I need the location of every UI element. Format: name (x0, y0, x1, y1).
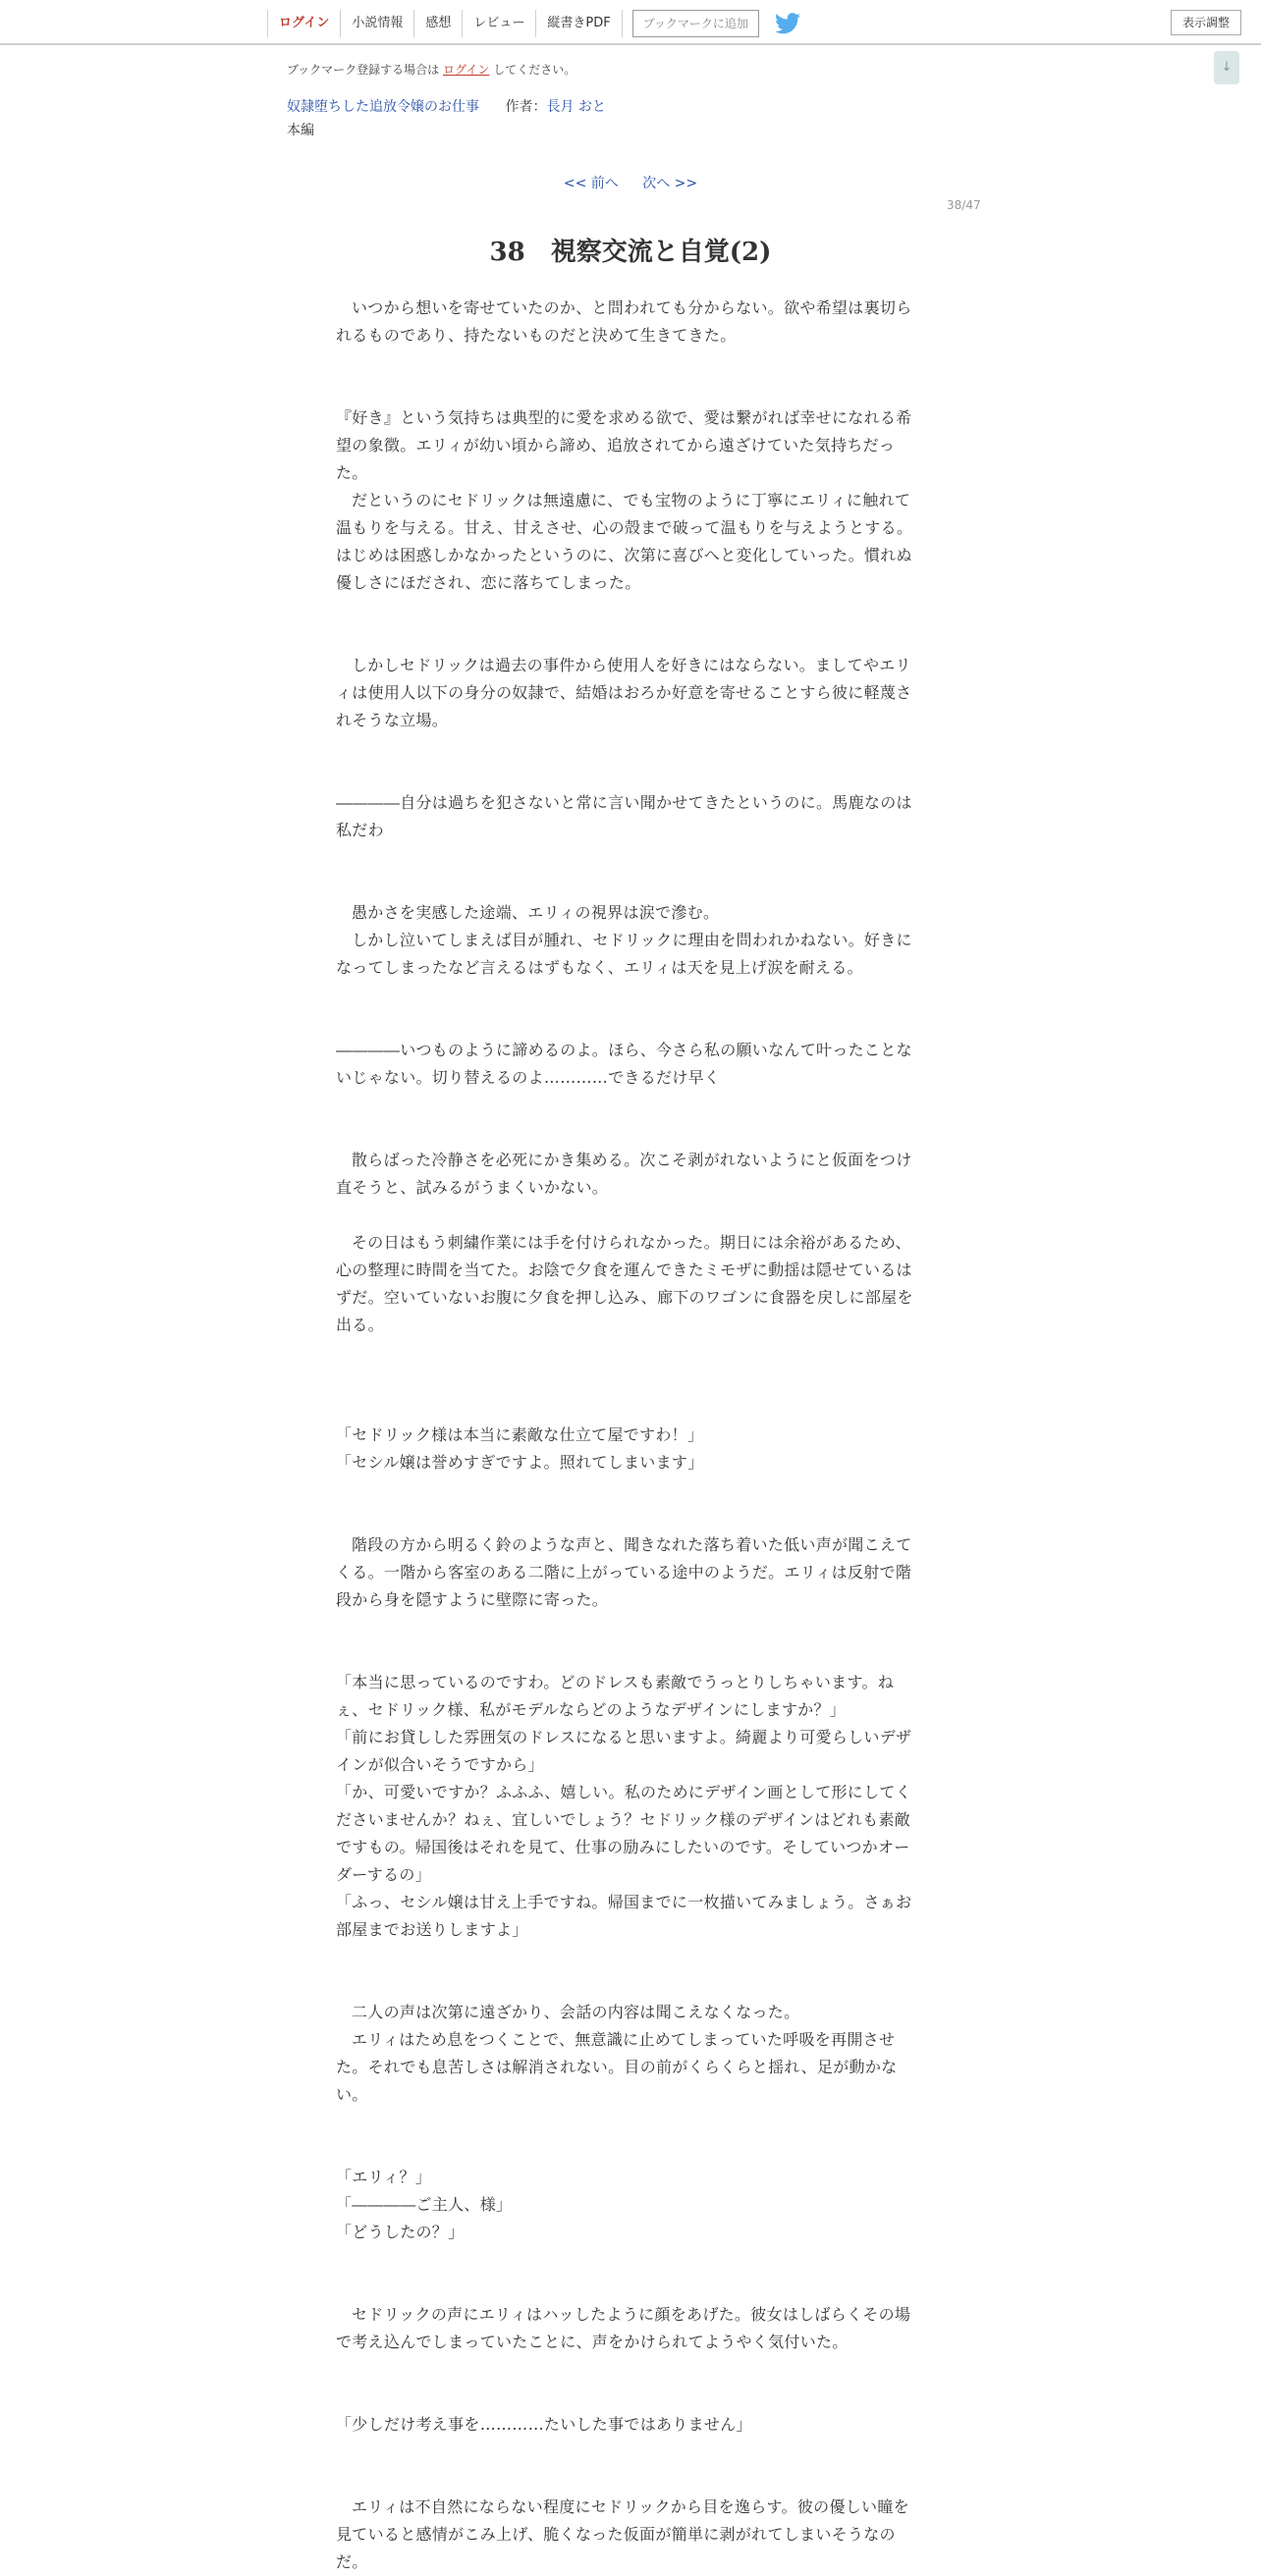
body-paragraph: 「本当に思っているのですわ。どのドレスも素敵でうっとりしちゃいます。ねぇ、セドリック様、私がモデルならどのようなデザインにしますか？」 (336, 1673, 895, 1719)
body-paragraph: セドリックの声にエリィはハッしたように顔をあげた。彼女はしばらくその場で考え込んでしまっていたことに、声をかけられてようやく気付いた。 (336, 2305, 911, 2351)
notice-login-link[interactable]: ログイン (443, 63, 490, 77)
notice-suffix: してください。 (493, 63, 576, 77)
body-paragraph: エリィは不自然にならない程度にセドリックから目を逸らす。彼の優しい瞳を見ていると感情がこみ上げ、脆くなった仮面が簡単に剥がれてしまいそうなのだ。 (336, 2497, 909, 2571)
body-paragraph: しかしセドリックは過去の事件から使用人を好きにはならない。ましてやエリィは使用人以下の身分の奴隷で、結婚はおろか好意を寄せることすら彼に軽蔑されそうな立場。 (336, 656, 912, 729)
add-bookmark-button[interactable]: ブックマークに追加 (632, 10, 759, 37)
bookmark-login-notice (287, 61, 576, 78)
body-paragraph: しかし泣いてしまえば目が腫れ、セドリックに理由を問われかねない。好きになってしまったなど言えるはずもなく、エリィは天を見上げ涙を耐える。 (336, 931, 912, 977)
nav-menu (267, 10, 800, 37)
body-paragraph: 「か、可愛いですか？ふふふ、嬉しい。私のためにデザイン画として形にしてくださいませんか？ねぇ、宜しいでしょう？セドリック様のデザインはどれも素敵ですもの。帰国後はそれを見て、仕事の励みにしたいのです。そしていつかオーダーするの」 (336, 1783, 912, 1884)
body-paragraph: 「エリィ？」 (336, 2168, 432, 2186)
twitter-bird-icon[interactable] (775, 13, 800, 34)
body-paragraph: 『好き』という気持ちは典型的に愛を求める欲で、愛は繋がれば幸せになれる希望の象徴。エリィが幼い頃から諦め、追放されてから遠ざけていた気持ちだった。 (336, 408, 912, 482)
body-paragraph: その日はもう刺繍作業には手を付けられなかった。期日には余裕があるため、心の整理に時間を当てた。お陰で夕食を運んできたミモザに動揺は隠せているはずだ。空いていないお腹に夕食を押し込み、廊下のワゴンに食器を戻しに部屋を出る。 (336, 1233, 913, 1334)
nav-login-link[interactable]: ログイン (267, 10, 340, 37)
chapter-pager (0, 173, 1261, 192)
body-paragraph: 「少しだけ考え事を…………たいした事ではありません」 (336, 2415, 752, 2434)
notice-prefix: ブックマーク登録する場合は (287, 63, 440, 77)
scroll-down-button[interactable]: ↓ (1214, 51, 1239, 84)
chapter-counter: 38/47 (947, 198, 981, 212)
body-paragraph: だというのにセドリックは無遠慮に、でも宝物のように丁寧にエリィに触れて温もりを与える。甘え、甘えさせ、心の殻まで破って温もりを与えようとする。はじめは困惑しかなかったというのに、次第に喜びへと変化していった。慣れぬ優しさにほだされ、恋に落ちてしまった。 (336, 491, 913, 592)
body-paragraph: 「前にお貸しした雰囲気のドレスになると思いますよ。綺麗より可愛らしいデザインが似合いそうですから」 (336, 1728, 912, 1774)
author-link[interactable]: 長月 おと (546, 99, 606, 115)
body-paragraph: 愚かさを実感した途端、エリィの視界は涙で滲む。 (352, 903, 720, 922)
display-settings-button[interactable]: 表示調整 (1171, 10, 1241, 35)
work-title-link[interactable]: 奴隷堕ちした追放令嬢のお仕事 (287, 99, 479, 115)
nav-review-link[interactable]: レビュー (462, 10, 535, 37)
body-paragraph: 散らばった冷静さを必死にかき集める。次こそ剥がれないようにと仮面をつけ直そうと、試みるがうまくいかない。 (336, 1151, 912, 1197)
body-paragraph: 「セドリック様は本当に素敵な仕立て屋ですわ！」 (336, 1425, 704, 1444)
body-paragraph: 「――――ご主人、様」 (336, 2195, 513, 2214)
body-paragraph: いつから想いを寄せていたのか、と問われても分からない。欲や希望は裏切られるものであり、持たないものだと決めて生きてきた。 (336, 298, 912, 345)
work-info (287, 96, 606, 116)
body-paragraph: ――――いつものように諦めるのよ。ほら、今さら私の願いなんて叶ったことないじゃない。切り替えるのよ…………できるだけ早く (336, 1041, 912, 1087)
novel-body (336, 295, 925, 2576)
body-paragraph: 「ふっ、セシル嬢は甘え上手ですね。帰国までに一枚描いてみましょう。さぁお部屋までお送りしますよ」 (336, 1893, 912, 1939)
body-paragraph: 階段の方から明るく鈴のような声と、聞きなれた落ち着いた低い声が聞こえてくる。一階から客室のある二階に上がっている途中のようだ。エリィは反射で階段から身を隠すように壁際に寄った。 (336, 1535, 912, 1609)
prev-chapter-link[interactable]: << 前へ (563, 176, 619, 191)
chapter-title: 38 視察交流と自覚(2) (489, 238, 772, 267)
body-paragraph: エリィはため息をつくことで、無意識に止めてしまっていた呼吸を再開させた。それでも息苦しさは解消されない。目の前がくらくらと揺れ、足が動かない。 (336, 2030, 898, 2104)
author-label: 作者： (505, 99, 547, 115)
nav-vertical-pdf-link[interactable]: 縦書きPDF (535, 10, 622, 37)
body-paragraph: 二人の声は次第に遠ざかり、会話の内容は聞こえなくなった。 (352, 2003, 800, 2021)
chapter-group-label: 本編 (287, 123, 314, 138)
body-paragraph: 「どうしたの？」 (336, 2223, 465, 2241)
body-paragraph: ――――自分は過ちを犯さないと常に言い聞かせてきたというのに。馬鹿なのは私だわ (336, 793, 912, 839)
body-paragraph: 「セシル嬢は誉めすぎですよ。照れてしまいます」 (336, 1453, 704, 1472)
nav-impressions-link[interactable]: 感想 (413, 10, 462, 37)
next-chapter-link[interactable]: 次へ >> (642, 176, 698, 191)
top-navigation-bar (0, 0, 1261, 45)
nav-novel-info-link[interactable]: 小説情報 (340, 10, 413, 37)
